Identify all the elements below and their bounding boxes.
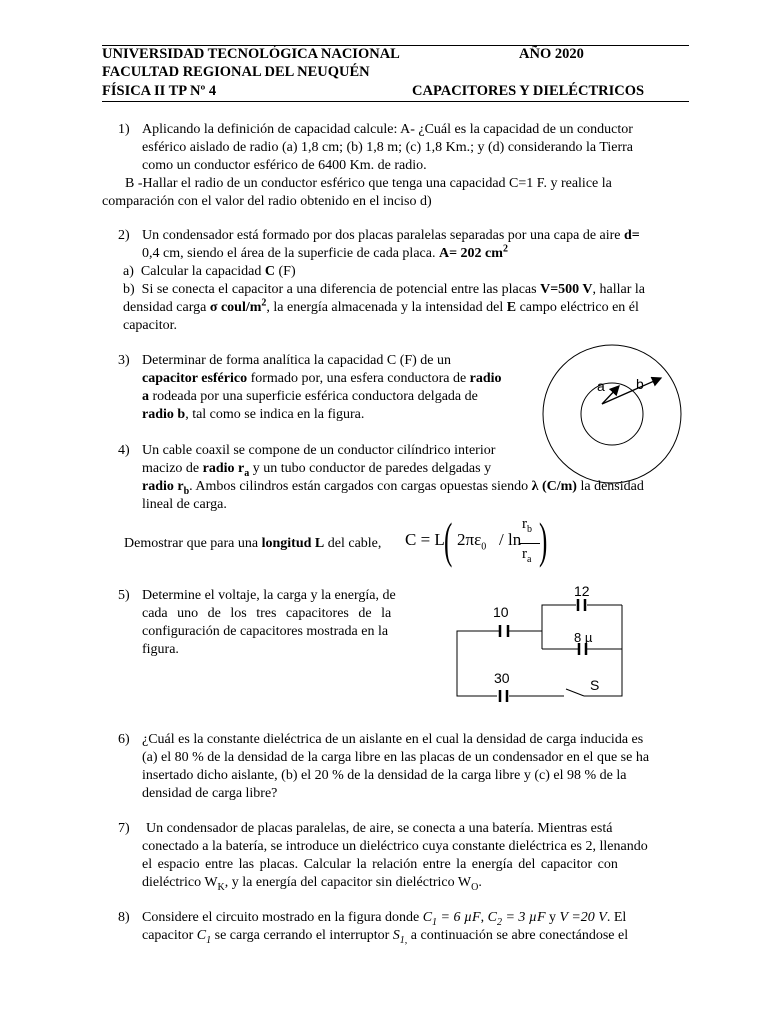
problem-2-d-label: d= [624, 228, 640, 243]
problem-4-line-1: Un cable coaxil se compone de un conductor cilíndrico interior [142, 443, 496, 458]
formula-ln: / ln [499, 530, 522, 549]
problem-6-number: 6) [118, 732, 130, 747]
radius-b-label: b [636, 376, 644, 392]
formula-numerator: $r_b$ [522, 516, 532, 535]
problem-2-line-1-text: Un condensador está formado por dos placas paralelas separadas por una capa de aire [142, 228, 621, 243]
problem-5-line-2: cada uno de los tres capacitores de la [142, 606, 392, 621]
problem-2-part-a-label: a) [123, 264, 134, 279]
problem-7-line-2: conectado a la batería, se introduce un dieléctrico cuya constante dieléctrica es 2, llenando [142, 839, 648, 854]
spherical-capacitor-figure [542, 344, 682, 484]
problem-6-line-2: (a) el 80 % de la densidad de la carga libre en las placas de un condensador en el que se ha [142, 750, 650, 765]
problem-2-line-2-text: 0,4 cm, siendo el área de la superficie de cada placa. [142, 246, 436, 261]
problem-2-part-b [123, 281, 645, 299]
problem-8-number: 8) [118, 910, 130, 925]
problem-1-line-2: esférico aislado de radio (a) 1,8 cm; (b) 1,8 m; (c) 1,8 Km.; y (d) considerando la Tierra [142, 140, 634, 155]
problem-4-line-4: lineal de carga. [142, 497, 227, 512]
problem-4-number: 4) [118, 443, 130, 458]
problem-2-line-2 [142, 245, 508, 263]
capacitor-12-label: 12 [574, 583, 590, 599]
inner-sphere-circle [581, 383, 643, 445]
problem-4-line-3: radio $r_b$. Ambos cilindros están cargados con cargas opuestas siendo λ (C/m) la densidad [142, 479, 644, 497]
circuit-wire-left [457, 631, 500, 696]
formula-paren-left: ( [444, 512, 453, 568]
problem-3-line-4: radio b, tal como se indica en la figura. [142, 407, 365, 422]
problem-7-line-4: dieléctrico $W_K$, y la energía del capacitor sin dieléctrico $W_O$. [142, 875, 482, 893]
problem-2-area: A= 202 $cm^2$ [438, 243, 508, 261]
problem-7-number: 7) [118, 821, 130, 836]
problem-2-part-a-symbol: C [264, 264, 275, 279]
problem-5-number: 5) [118, 588, 130, 603]
header-year: AÑO 2020 [519, 46, 584, 62]
problem-2-line-4: densidad carga σ coul/$m^2$, la energía almacenada y la intensidad del E campo eléctrico en él [123, 297, 639, 315]
capacitor-10-label: 10 [493, 604, 509, 620]
problem-8-line-2: capacitor $C_1$ se carga cerrando el interruptor $S_{1,}$ a continuación se abre conectándose el [142, 928, 629, 946]
header-faculty: FACULTAD REGIONAL DEL NEUQUÉN [102, 64, 370, 80]
problem-2-sigma: σ coul/$m^2$ [209, 297, 267, 315]
formula-denominator: $r_a$ [522, 546, 532, 565]
problem-1-part-b-line-2: comparación con el valor del radio obtenido en el inciso d) [102, 194, 432, 209]
problem-1-number: 1) [118, 122, 130, 137]
header-course: FÍSICA II TP Nº 4 [102, 83, 217, 99]
problem-7-line-1: Un condensador de placas paralelas, de aire, se conecta a una batería. Mientras está [146, 821, 613, 836]
problem-6-line-4: densidad de carga libre? [142, 786, 278, 801]
header-topic: CAPACITORES Y DIELÉCTRICOS [412, 83, 645, 99]
problem-2-part-a-text: Calcular la capacidad [140, 264, 262, 279]
problem-2-part-a [123, 263, 296, 281]
formula-two-pi-epsilon: $2\pi\varepsilon_0$ [457, 530, 487, 553]
problem-7-line-3: el espacio entre las placas. Calcular la relación entre la energía del capacitor con [142, 857, 618, 872]
circuit-switch-blade [566, 689, 584, 696]
radius-b-arrow [602, 378, 661, 404]
problem-4-demo: Demostrar que para una longitud L del cable, [124, 536, 382, 551]
problem-2-number: 2) [118, 228, 130, 243]
coax-capacitance-formula [405, 512, 550, 572]
problem-2-part-a-unit: (F) [278, 264, 296, 279]
problem-6-line-3: insertado dicho aislante, (b) el 20 % de la densidad de la carga libre y (c) el 98 % de la [142, 768, 627, 783]
formula-lhs: C = L [405, 530, 445, 549]
problem-5-line-1: Determine el voltaje, la carga y la energía, de [142, 588, 396, 603]
switch-label: S [590, 677, 600, 693]
problem-1-part-b-line-1: B -Hallar el radio de un conductor esférico que tenga una capacidad C=1 F. y realice la [125, 176, 612, 191]
problem-3-number: 3) [118, 353, 130, 368]
problem-2-voltage: V=500 V [540, 282, 593, 297]
problem-2-part-b-label: b) [123, 282, 135, 297]
circuit-wire-parallel-left [542, 605, 576, 649]
problem-1-line-3: como un conductor esférico de 6400 Km. de radio. [142, 158, 427, 173]
problem-2-line-1 [142, 227, 640, 245]
formula-paren-right: ) [539, 512, 548, 568]
problem-6-line-1: ¿Cuál es la constante dieléctrica de un aislante en el cual la densidad de carga inducida es [142, 732, 644, 747]
problem-2-line-5: capacitor. [123, 318, 178, 333]
problem-2-e-symbol: E [506, 300, 517, 315]
problem-2-part-b-text-2: , hallar la [592, 282, 646, 297]
formula-fraction-bar [520, 543, 540, 544]
header-bottom-rule [102, 101, 689, 102]
outer-sphere-circle [543, 345, 681, 483]
capacitor-30-label: 30 [494, 670, 510, 686]
header-university: UNIVERSIDAD TECNOLÓGICA NACIONAL [102, 46, 400, 62]
problem-3-line-1: Determinar de forma analítica la capacidad C (F) de un [142, 353, 452, 368]
capacitor-circuit-figure [452, 583, 632, 708]
problem-4-lambda: λ (C/m) [531, 479, 577, 494]
problem-3-line-2: capacitor esférico formado por, una esfera conductora de radio [142, 371, 502, 386]
problem-3-line-3: a rodeada por una superficie esférica conductora delgada de [142, 389, 478, 404]
problem-8-line-1: Considere el circuito mostrado en la figura donde $C_1 = 6$ µF, $C_2 = 3$ µF y V =20 V. El [142, 910, 627, 928]
problem-2-part-b-text: Si se conecta el capacitor a una diferencia de potencial entre las placas [141, 282, 537, 297]
problem-1-line-1: Aplicando la definición de capacidad calcule: A- ¿Cuál es la capacidad de un conductor [142, 122, 633, 137]
problem-4-line-2: macizo de radio $r_a$ y un tubo conductor de paredes delgadas y [142, 461, 492, 479]
radius-a-label: a [597, 378, 605, 394]
problem-5-line-4: figura. [142, 642, 179, 657]
problem-5-line-3: configuración de capacitores mostrada en la [142, 624, 389, 639]
capacitor-8-label: 8 µ [574, 630, 593, 645]
